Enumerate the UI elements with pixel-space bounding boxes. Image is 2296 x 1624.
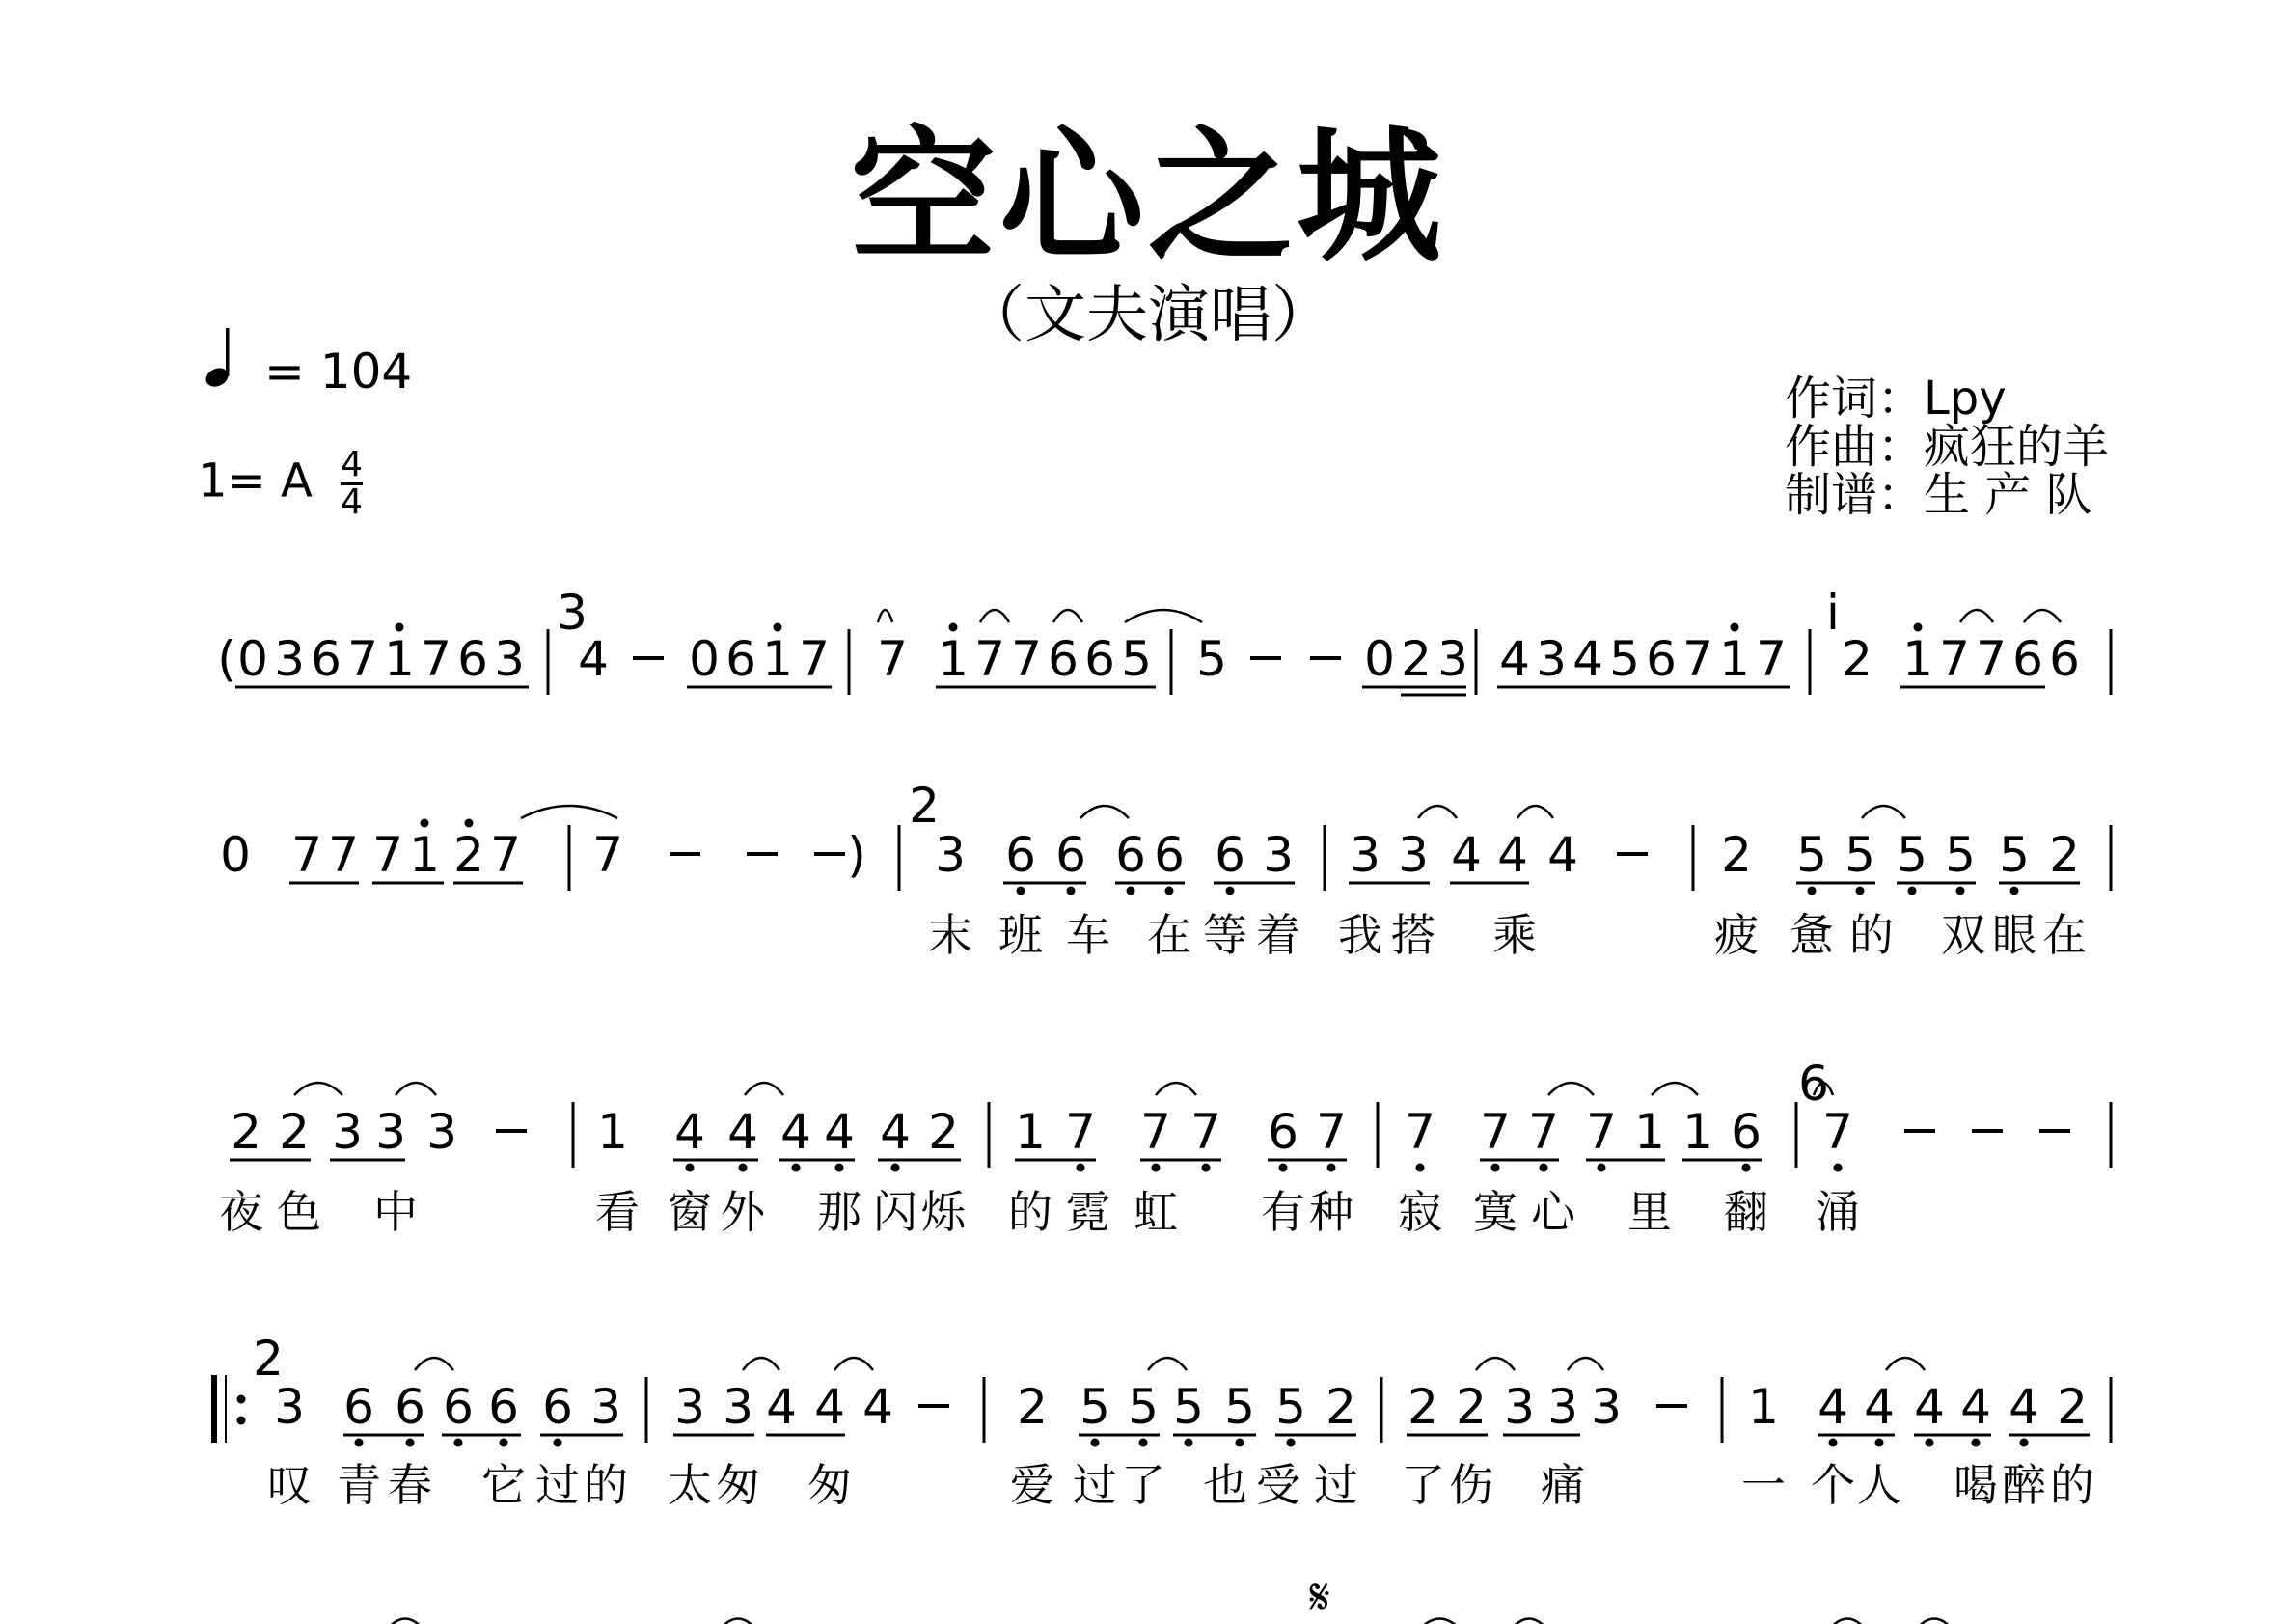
note: 7 (421, 631, 451, 687)
lyric-char: 闪 (873, 1186, 917, 1238)
slur (1476, 1358, 1515, 1370)
note: 6 (457, 631, 488, 687)
lyric-char: 匆 (716, 1459, 760, 1511)
lyric-char: 搭 (1391, 909, 1435, 961)
lyric-char: 双 (1941, 909, 1985, 961)
composer-credit: 作曲：疯狂的羊 (1785, 420, 2110, 474)
slur (1960, 610, 1993, 622)
slur (294, 1083, 342, 1095)
slur (1125, 610, 1202, 622)
note: 4 (824, 1104, 855, 1160)
octave-dot (739, 1164, 748, 1172)
slur (1568, 1358, 1603, 1370)
octave-dot (686, 1164, 695, 1172)
note: 3 (590, 1379, 621, 1435)
octave-dot (1287, 1439, 1296, 1447)
note: 1 (409, 827, 440, 883)
octave-dot (1077, 1164, 1085, 1172)
note: 4 (1818, 1379, 1848, 1435)
octave-dot (237, 1395, 246, 1404)
lyric-char: 涌 (1816, 1186, 1860, 1238)
note: 6 (2012, 631, 2043, 687)
grace-note: 2 (909, 778, 940, 834)
note: 7 (291, 827, 322, 883)
lyric-char: 着 (1256, 909, 1300, 961)
lyric-char: 匆 (807, 1459, 852, 1511)
note: 3 (1504, 1379, 1535, 1435)
octave-dot (1017, 887, 1025, 895)
octave-dot (891, 1164, 900, 1172)
note: 5 (1080, 1379, 1110, 1435)
time-signature-bottom: 4 (341, 482, 364, 523)
song-subtitle: （文夫演唱） (963, 280, 1333, 351)
paren: ( (217, 631, 236, 687)
note: 2 (231, 1104, 261, 1160)
lyric-char: 它 (481, 1459, 526, 1511)
note: 7 (1939, 631, 1970, 687)
octave-dot (1540, 1164, 1548, 1172)
octave-dot (1226, 887, 1235, 895)
grace-note: i (1826, 585, 1840, 641)
lyric-char: 寂 (1398, 1186, 1442, 1238)
octave-dot (465, 819, 474, 828)
note: 6 (1055, 827, 1086, 883)
note: 7 (1065, 1104, 1096, 1160)
note: 0 (220, 827, 251, 883)
octave-dot (949, 623, 958, 632)
note: 5 (1275, 1379, 1306, 1435)
slur (396, 1083, 436, 1095)
note: 4 (1499, 631, 1530, 687)
lyric-char: 叹 (267, 1459, 312, 1511)
note: 6 (1005, 827, 1036, 883)
slur (878, 610, 892, 622)
slur (386, 1619, 424, 1624)
note: 3 (426, 1104, 457, 1160)
note: 3 (1437, 631, 1468, 687)
note: 4 (1451, 827, 1482, 883)
note: 2 (1842, 631, 1872, 687)
note: 2 (928, 1104, 959, 1160)
lyric-char: 心 (1531, 1186, 1575, 1238)
note: 6 (1048, 631, 1079, 687)
note: 1 (597, 1104, 628, 1160)
note: 2 (1326, 1379, 1356, 1435)
note: 5 (1897, 827, 1927, 883)
lyric-char: 在 (1147, 909, 1191, 961)
note: 2 (1456, 1379, 1487, 1435)
note: 1 (1634, 1104, 1665, 1160)
octave-dot (396, 623, 404, 632)
note: 3 (332, 1104, 363, 1160)
note: 3 (274, 1379, 305, 1435)
slur (745, 1083, 783, 1095)
lyric-char: 受 (1256, 1459, 1300, 1511)
note: 1 (1015, 1104, 1046, 1160)
note: 0 (237, 631, 268, 687)
note: 6 (1084, 631, 1115, 687)
lyric-char: 青 (337, 1459, 381, 1511)
note: 3 (274, 631, 305, 687)
slur (1148, 1358, 1187, 1370)
arranger-credit: 制谱：生 产 队 (1785, 468, 2092, 522)
note: 2 (1401, 631, 1432, 687)
note: 1 (938, 631, 969, 687)
note: 4 (814, 1379, 845, 1435)
note: 4 (1572, 631, 1603, 687)
note: 4 (780, 1104, 811, 1160)
note: 5 (1196, 631, 1227, 687)
octave-dot (1808, 887, 1817, 895)
lyric-char: 翻 (1724, 1186, 1768, 1238)
slur (415, 1358, 453, 1370)
note: 5 (1796, 827, 1827, 883)
note: 4 (578, 631, 609, 687)
lyric-char: 伤 (1449, 1459, 1493, 1511)
octave-dot (406, 1439, 415, 1447)
paren: ) (847, 827, 866, 883)
lyric-char: 乘 (1492, 909, 1537, 961)
note: 2 (1017, 1379, 1048, 1435)
lyric-char: 外 (721, 1186, 765, 1238)
slur (1156, 1083, 1196, 1095)
note: 3 (494, 631, 525, 687)
note: 6 (311, 631, 342, 687)
octave-dot (1742, 1164, 1751, 1172)
note: 3 (1263, 827, 1294, 883)
octave-dot (1956, 887, 1965, 895)
lyric-char: 了 (1401, 1459, 1445, 1511)
note: 5 (1128, 1379, 1159, 1435)
lyric-char: 烁 (921, 1186, 966, 1238)
lyric-char: 过 (535, 1459, 580, 1511)
note: 4 (862, 1379, 893, 1435)
octave-dot (1829, 1439, 1838, 1447)
note: 4 (880, 1104, 911, 1160)
octave-dot (1875, 1439, 1884, 1447)
octave-dot (1834, 1164, 1843, 1172)
note: 0 (1364, 631, 1395, 687)
note: 3 (723, 1379, 753, 1435)
lyric-char: 也 (1203, 1459, 1247, 1511)
note: 5 (1609, 631, 1640, 687)
slur (980, 610, 1009, 622)
slur (1510, 1619, 1548, 1624)
octave-dot (1236, 1439, 1244, 1447)
octave-dot (1926, 1439, 1934, 1447)
lyric-char: 色 (277, 1186, 321, 1238)
lyricist-credit: 作词：Lpy (1785, 372, 2007, 426)
note: 7 (1405, 1104, 1435, 1160)
note: 3 (1398, 827, 1429, 883)
note: 2 (1408, 1379, 1438, 1435)
slur (1886, 1358, 1925, 1370)
note: 1 (1719, 631, 1750, 687)
lyric-char: 等 (1203, 909, 1247, 961)
lyric-char: 眼 (1992, 909, 2036, 961)
note: 4 (1497, 827, 1528, 883)
slur (1915, 1619, 1954, 1624)
note: 7 (1586, 1104, 1617, 1160)
time-signature-top: 4 (341, 445, 364, 484)
note: 0 (689, 631, 720, 687)
octave-dot (2020, 1439, 2029, 1447)
lyric-char: 的 (1849, 909, 1894, 961)
note: 1 (1682, 1104, 1713, 1160)
note: 4 (1960, 1379, 1991, 1435)
note: 7 (1682, 631, 1713, 687)
note: 6 (1154, 827, 1185, 883)
note: 4 (766, 1379, 797, 1435)
octave-dot (1856, 887, 1865, 895)
lyric-char: 看 (595, 1186, 640, 1238)
octave-dot (1165, 887, 1174, 895)
note: 7 (1480, 1104, 1511, 1160)
slur (1828, 1619, 1867, 1624)
lyric-char: 爱 (1010, 1459, 1054, 1511)
lyric-char: 一 (1741, 1459, 1786, 1511)
note: 6 (395, 1379, 425, 1435)
octave-dot (1731, 623, 1739, 632)
octave-dot (774, 623, 782, 632)
lyric-char: 里 (1627, 1186, 1672, 1238)
note: 6 (1115, 827, 1146, 883)
note: 1 (384, 631, 415, 687)
octave-dot (421, 819, 429, 828)
note: 4 (674, 1104, 705, 1160)
lyric-char: 在 (2042, 909, 2087, 961)
slur (1517, 806, 1553, 818)
note: 5 (1224, 1379, 1255, 1435)
note: 2 (453, 827, 484, 883)
note: 4 (1864, 1379, 1895, 1435)
lyric-char: 寞 (1473, 1186, 1517, 1238)
lyric-char: 我 (1338, 909, 1382, 961)
note: 6 (725, 631, 756, 687)
octave-dot (355, 1439, 364, 1447)
note: 7 (1011, 631, 1042, 687)
note: 3 (1350, 827, 1380, 883)
note: 3 (1536, 631, 1567, 687)
grace-note: 3 (557, 585, 588, 641)
note: 3 (935, 827, 966, 883)
note: 5 (1845, 827, 1875, 883)
lyric-char: 春 (388, 1459, 432, 1511)
note: 6 (542, 1379, 573, 1435)
slur (743, 1358, 779, 1370)
octave-dot (1908, 887, 1917, 895)
octave-dot (835, 1164, 844, 1172)
tempo-value: = 104 (264, 344, 413, 399)
lyric-char: 的 (1008, 1186, 1052, 1238)
slur (1548, 1083, 1594, 1095)
key-text: 1= A (198, 454, 313, 509)
note: 1 (1902, 631, 1933, 687)
lyric-char: 个 (1811, 1459, 1855, 1511)
note: 7 (877, 631, 908, 687)
note: 6 (1731, 1104, 1762, 1160)
lyric-char: 疲 (1714, 909, 1759, 961)
note: 7 (490, 827, 521, 883)
lyric-char: 的 (584, 1459, 628, 1511)
note: 7 (974, 631, 1005, 687)
octave-dot (500, 1439, 508, 1447)
octave-dot (1914, 623, 1923, 632)
octave-dot (1972, 1439, 1981, 1447)
lyric-char: 醉 (2002, 1459, 2046, 1511)
segno-sign: 𝄋 (1309, 1569, 1330, 1624)
lyric-char: 那 (817, 1186, 861, 1238)
note: 6 (488, 1379, 519, 1435)
note: 3 (1547, 1379, 1578, 1435)
note: 5 (1999, 827, 2030, 883)
lyric-char: 喝 (1954, 1459, 1998, 1511)
note: 6 (343, 1379, 374, 1435)
lyric-char: 种 (1309, 1186, 1353, 1238)
lyric-char: 窗 (668, 1186, 712, 1238)
slur (1418, 1619, 1462, 1624)
slur (1080, 806, 1129, 818)
note: 7 (1316, 1104, 1347, 1160)
lyric-char: 虹 (1134, 1186, 1178, 1238)
slur (1862, 806, 1905, 818)
note: 7 (1756, 631, 1787, 687)
note: 7 (347, 631, 378, 687)
octave-dot (1416, 1164, 1425, 1172)
slur (1418, 806, 1457, 818)
octave-dot (1152, 1164, 1161, 1172)
lyric-char: 太 (668, 1459, 712, 1511)
note: 7 (1140, 1104, 1171, 1160)
octave-dot (1127, 887, 1135, 895)
lyric-char: 夜 (219, 1186, 263, 1238)
octave-dot (1067, 887, 1076, 895)
note: 4 (727, 1104, 758, 1160)
note: 2 (1721, 827, 1752, 883)
note: 6 (1268, 1104, 1298, 1160)
octave-dot (237, 1417, 246, 1425)
note: 1 (1748, 1379, 1779, 1435)
note: 7 (372, 827, 403, 883)
note: 7 (1190, 1104, 1221, 1160)
note: 6 (443, 1379, 474, 1435)
slur (521, 806, 617, 818)
octave-dot (1598, 1164, 1606, 1172)
note: 7 (1822, 1104, 1853, 1160)
note: 7 (1976, 631, 2007, 687)
note: 2 (2049, 827, 2080, 883)
note: 7 (799, 631, 830, 687)
note: 7 (328, 827, 359, 883)
slur (2024, 610, 2061, 622)
octave-dot (1279, 1164, 1288, 1172)
note: 6 (1646, 631, 1677, 687)
octave-dot (2010, 887, 2019, 895)
octave-dot (1091, 1439, 1100, 1447)
note: 7 (1528, 1104, 1559, 1160)
octave-dot (1139, 1439, 1148, 1447)
note: 4 (2009, 1379, 2039, 1435)
note: 7 (592, 827, 623, 883)
note: 4 (1547, 827, 1578, 883)
lyric-char: 惫 (1790, 909, 1834, 961)
note: 6 (2049, 631, 2080, 687)
octave-dot (1185, 1439, 1193, 1447)
lyric-char: 人 (1857, 1459, 1901, 1511)
lyric-char: 的 (2050, 1459, 2094, 1511)
lyric-char: 过 (1314, 1459, 1358, 1511)
note: 2 (279, 1104, 310, 1160)
note: 4 (1914, 1379, 1945, 1435)
octave-dot (792, 1164, 801, 1172)
slur (719, 1619, 757, 1624)
grace-note: 6 (1798, 1056, 1829, 1112)
octave-dot (554, 1439, 562, 1447)
slur (1652, 1083, 1698, 1095)
note: 5 (1121, 631, 1152, 687)
note: 2 (2057, 1379, 2088, 1435)
lyric-char: 班 (998, 909, 1043, 961)
lyric-char: 车 (1066, 909, 1110, 961)
note: 3 (674, 1379, 705, 1435)
octave-dot (1202, 1164, 1211, 1172)
lyric-char: 有 (1261, 1186, 1305, 1238)
note: 3 (375, 1104, 406, 1160)
octave-dot (1491, 1164, 1500, 1172)
lyric-char: 末 (928, 909, 972, 961)
grace-note: 2 (253, 1331, 284, 1387)
lyric-char: 过 (1073, 1459, 1117, 1511)
note: 5 (1173, 1379, 1204, 1435)
note: 1 (762, 631, 793, 687)
octave-dot (1327, 1164, 1336, 1172)
lyric-char: 霓 (1066, 1186, 1110, 1238)
slur (834, 1358, 873, 1370)
lyric-char: 了 (1121, 1459, 1165, 1511)
note: 6 (1215, 827, 1245, 883)
song-title: 空心之城 (850, 114, 1445, 282)
note: 3 (1591, 1379, 1622, 1435)
lyric-char: 中 (373, 1186, 418, 1238)
note: 5 (1945, 827, 1976, 883)
octave-dot (454, 1439, 463, 1447)
slur (1053, 610, 1082, 622)
lyric-char: 痛 (1541, 1459, 1585, 1511)
